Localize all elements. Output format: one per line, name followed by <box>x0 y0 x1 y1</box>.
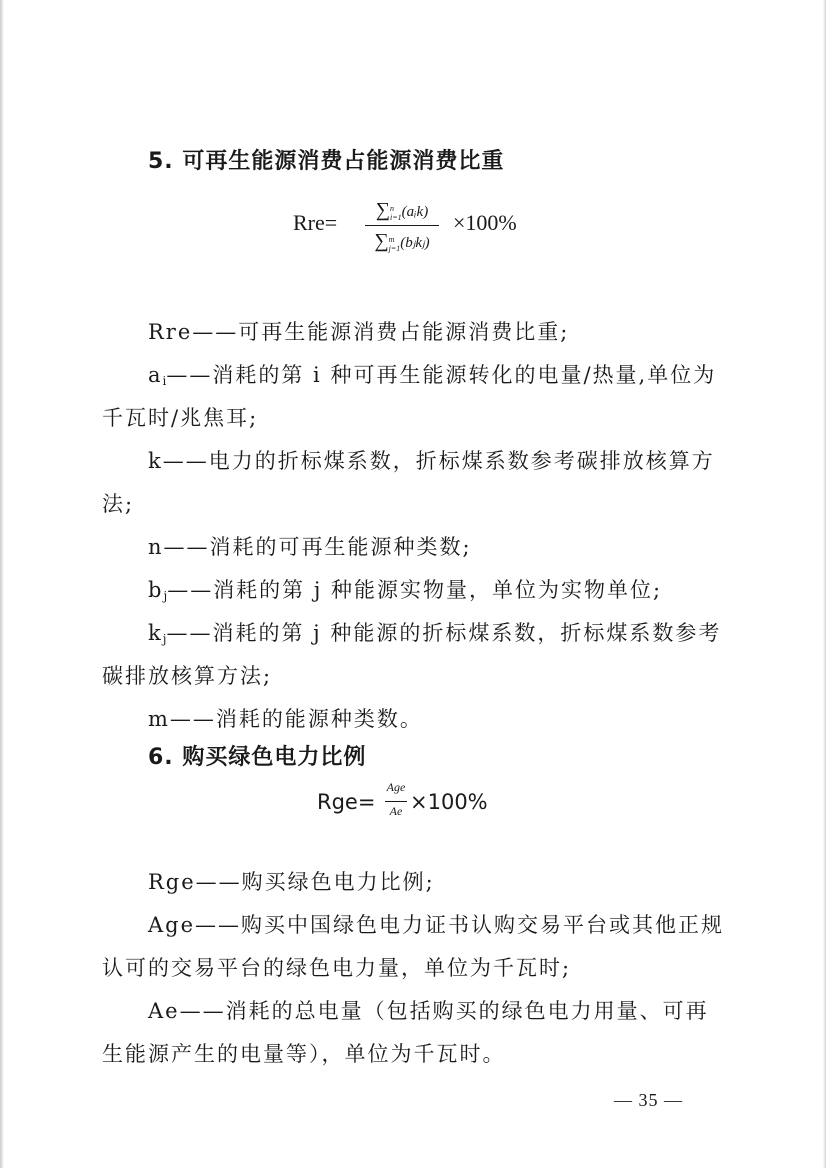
formula-rge <box>317 778 517 828</box>
definition-m: m——消耗的能源种类数。 <box>148 707 423 731</box>
definition-k-cont: 法; <box>102 492 135 516</box>
formula-rre-fraction-bar <box>365 225 439 226</box>
definition-rge: Rge——购买绿色电力比例; <box>148 870 435 894</box>
definition-rre: Rre——可再生能源消费占能源消费比重; <box>148 320 570 344</box>
definition-kj-cont: 碳排放核算方法; <box>102 664 273 688</box>
formula-rge-numerator: Age <box>386 780 406 794</box>
definition-n: n——消耗的可再生能源种类数; <box>148 535 472 559</box>
formula-rre-numerator: ∑n i=1(aᵢk) <box>375 199 429 222</box>
definition-age: Age——购买中国绿色电力证书认购交易平台或其他正规 <box>148 913 725 937</box>
formula-rre-rhs: ×100% <box>453 210 517 235</box>
definition-age-cont: 认可的交易平台的绿色电力量，单位为千瓦时; <box>102 956 572 980</box>
definition-kj: $k_j——$消耗的第 j 种能源的折标煤系数，折标煤系数参考 <box>148 621 722 646</box>
definition-ae-cont: 生能源产生的电量等），单位为千瓦时。 <box>102 1042 506 1066</box>
definition-bj: $b_j——$消耗的第 j 种能源实物量，单位为实物单位; <box>148 578 663 603</box>
section-6-heading: 6. 购买绿色电力比例 <box>148 745 367 770</box>
section-5-heading: 5. 可再生能源消费占能源消费比重 <box>148 149 505 174</box>
definition-ai-cont: 千瓦时/兆焦耳; <box>102 406 259 430</box>
definition-ai: $a_i——$消耗的第 i 种可再生能源转化的电量/热量,单位为 <box>148 363 717 388</box>
formula-rre <box>293 196 553 258</box>
scan-left-edge <box>0 0 4 1168</box>
formula-rre-lhs: Rre= <box>293 210 338 235</box>
formula-rre-denominator: ∑m j=1(bⱼkⱼ) <box>374 230 430 253</box>
formula-rge-lhs: Rge= <box>317 790 376 814</box>
formula-rge-rhs: ×100% <box>410 790 488 814</box>
formula-rge-denominator: Ae <box>389 804 403 818</box>
page-number: — 35 — <box>614 1090 683 1110</box>
definition-k: k——电力的折标煤系数，折标煤系数参考碳排放核算方 <box>148 449 715 473</box>
formula-rge-fraction-bar <box>385 801 407 802</box>
definition-ae: Ae——消耗的总电量（包括购买的绿色电力用量、可再 <box>148 999 709 1023</box>
